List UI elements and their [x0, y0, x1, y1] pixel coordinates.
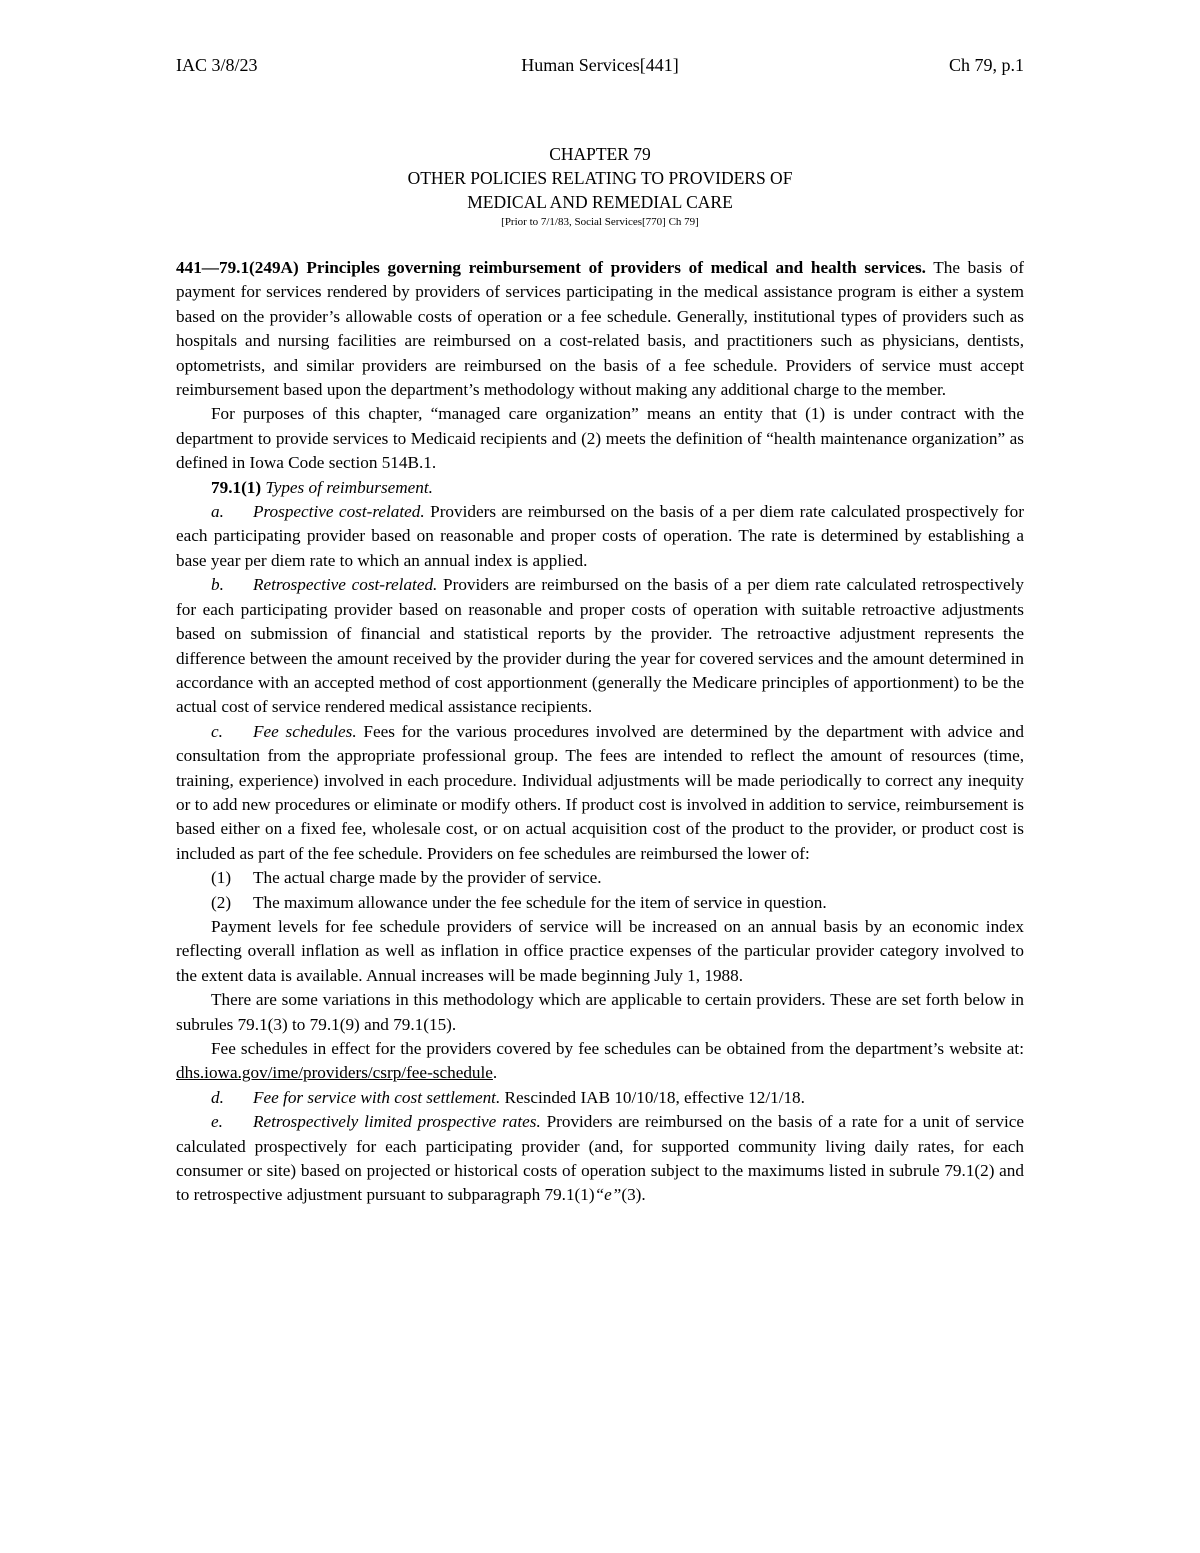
header-page-number: Ch 79, p.1: [948, 55, 1024, 75]
chapter-number: CHAPTER 79: [549, 144, 651, 164]
payment-levels-paragraph: Payment levels for fee schedule providers of service will be increased on an annual basis by an economic index reflecting overall inflation as well as inflation in office practice expenses of the particular provider category involved to the extent data is available. Annual increases will be made beginning July 1, 1988.: [176, 916, 1024, 985]
paragraph-e-text: Providers are reimbursed on the basis of a rate for a unit of service calculated prospectively for each participating provider (and, for supported community living daily rates, for each consumer or site) based on projected or historical costs of operation subject to the maximums listed in subrule 79.1(2) and to retrospective adjustment pursuant to subparagraph 79.1(1): [176, 1112, 1024, 1205]
paragraph-e: [176, 1110, 1024, 1208]
chapter-title-line-2: MEDICAL AND REMEDIAL CARE: [467, 192, 733, 212]
mco-definition: For purposes of this chapter, “managed care organization” means an entity that (1) is under contract with the department to provide services to Medicaid recipients and (2) meets the definition of “health maintenance organization” as defined in Iowa Code section 514B.1.: [176, 404, 1024, 473]
paragraph-e-label: e.: [211, 1112, 223, 1132]
paragraph-c-text: Fees for the various procedures involved are determined by the department with advice and consultation from the appropriate professional group. The fees are intended to reflect the amount of resources (time, training, experience) involved in each procedure. Individual adjustments will be made periodically to correct any inequity or to add new procedures or eliminate or modify others. If product cost is involved in addition to service, reimbursement is based either on a fixed fee, wholesale cost, or on actual acquisition cost of the product to the provider, or product cost is included as part of the fee schedule. Providers on fee schedules are reimbursed the lower of:: [176, 721, 1024, 863]
list-item-text: The actual charge made by the provider of service.: [253, 868, 602, 888]
list-item: [176, 866, 1024, 890]
paragraph-a-label: a.: [211, 502, 224, 522]
subrule-number: 79.1(1): [211, 477, 262, 497]
paragraph-e-ref: “e”: [594, 1185, 622, 1205]
chapter-title-line-1: OTHER POLICIES RELATING TO PROVIDERS OF: [407, 168, 793, 188]
paragraph-c: [176, 720, 1024, 866]
rule-heading: 441—79.1(249A) Principles governing reimbursement of providers of medical and health services.: [176, 258, 926, 277]
rule-paragraph: [176, 256, 1024, 402]
fee-schedule-paragraph: [176, 1037, 1024, 1086]
subrule-title: Types of reimbursement.: [265, 477, 433, 497]
paragraph-a-title: Prospective cost-related.: [253, 502, 425, 522]
rule-text: The basis of payment for services rendered by providers of services participating in the medical assistance program is either a system based on the provider’s allowable costs of operation or a fee schedule. Generally, institutional types of providers such as hospitals and nursing facilities are reimbursed on a cost-related basis, and practitioners such as physicians, dentists, optometrists, and similar providers are reimbursed on the basis of a fee schedule. Providers of service must accept reimbursement based upon the department’s methodology without making any additional charge to the member.: [176, 258, 1024, 400]
fee-schedule-end: .: [492, 1063, 498, 1083]
variations-paragraph: There are some variations in this methodology which are applicable to certain providers. These are set forth below in subrules 79.1(3) to 79.1(9) and 79.1(15).: [176, 990, 1024, 1034]
paragraph-b-label: b.: [211, 575, 224, 595]
paragraph-d-text: Rescinded IAB 10/10/18, effective 12/1/18.: [500, 1087, 805, 1107]
chapter-title-block: [176, 142, 1024, 229]
header-date: IAC 3/8/23: [176, 55, 258, 75]
chapter-history-note: [Prior to 7/1/83, Social Services[770] Ch 79]: [501, 216, 699, 228]
paragraph-e-title: Retrospectively limited prospective rates.: [253, 1112, 541, 1132]
paragraph-b: [176, 573, 1024, 719]
header-agency: Human Services[441]: [521, 55, 679, 75]
paragraph-b-title: Retrospective cost-related.: [253, 575, 438, 595]
fee-schedule-text: Fee schedules in effect for the providers covered by fee schedules can be obtained from the department’s website at:: [211, 1039, 1024, 1058]
list-item-number: (2): [211, 892, 232, 912]
list-item-text: The maximum allowance under the fee schedule for the item of service in question.: [253, 892, 827, 912]
document-body: [176, 256, 1024, 1208]
list-item-number: (1): [211, 868, 232, 888]
page-header: [176, 53, 1024, 79]
paragraph-d-title: Fee for service with cost settlement.: [253, 1087, 501, 1107]
paragraph-a: [176, 500, 1024, 573]
paragraph-a-text: Providers are reimbursed on the basis of a per diem rate calculated prospectively for each participating provider based on reasonable and proper costs of operation. The rate is determined by establishing a base year per diem rate to which an annual index is applied.: [176, 502, 1025, 570]
paragraph-d: [176, 1086, 1024, 1110]
paragraph-c-label: c.: [211, 721, 223, 741]
paragraph-b-text: Providers are reimbursed on the basis of a per diem rate calculated retrospectively for each participating provider based on reasonable and proper costs of operation with suitable retroactive adjustments based on submission of financial and statistical reports by the provider. The retroactive adjustment represents the difference between the amount received by the provider during the year for covered services and the amount determined in accordance with an accepted method of cost apportionment (generally the Medicare principles of apportionment) to be the actual cost of service rendered medical assistance recipients.: [176, 575, 1024, 717]
list-item: [176, 891, 1024, 915]
subrule-heading: [176, 476, 1024, 500]
paragraph-e-end: (3).: [621, 1185, 646, 1205]
paragraph-c-title: Fee schedules.: [253, 721, 357, 741]
fee-schedule-link[interactable]: dhs.iowa.gov/ime/providers/csrp/fee-schedule: [176, 1063, 493, 1083]
paragraph-d-label: d.: [211, 1087, 224, 1107]
